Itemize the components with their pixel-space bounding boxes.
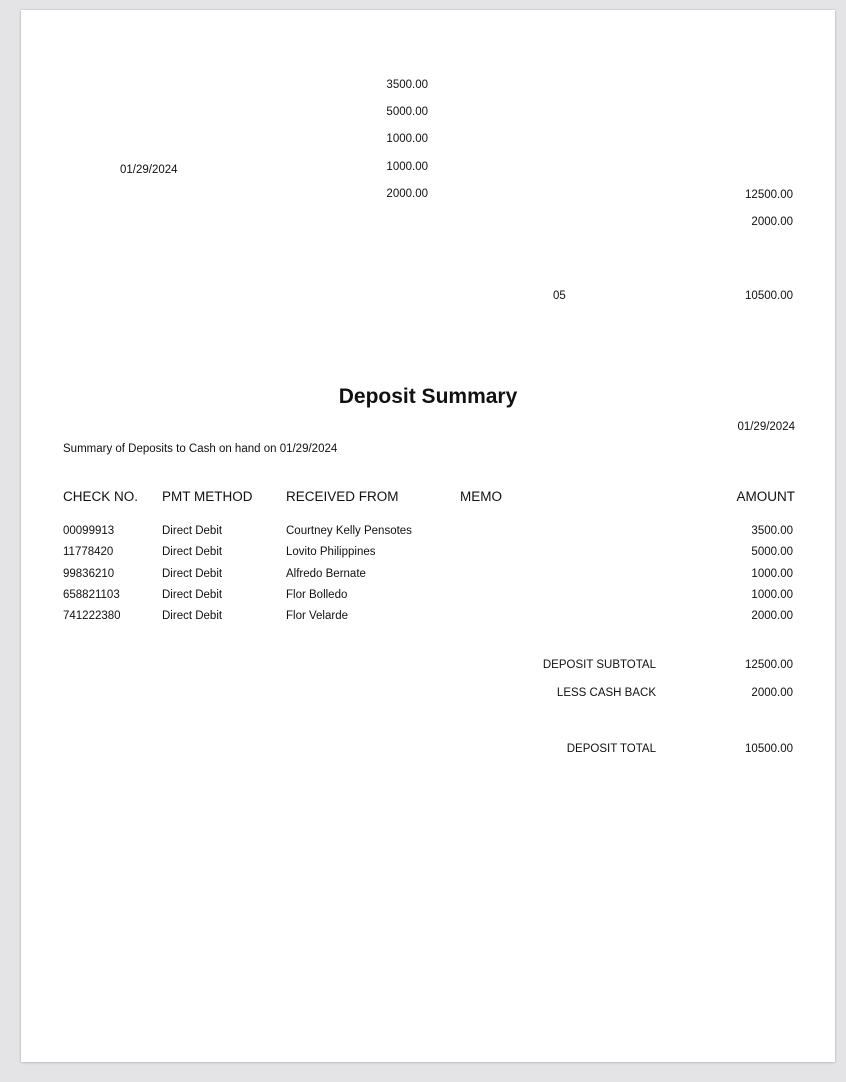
summary-date: 01/29/2024 <box>737 421 795 433</box>
column-header-pmt-method: PMT METHOD <box>162 489 253 504</box>
voucher-amount: 1000.00 <box>386 133 428 145</box>
deposit-subtotal-value: 12500.00 <box>745 659 793 671</box>
received-from-cell: Flor Velarde <box>286 610 349 622</box>
deposit-total-label: DEPOSIT TOTAL <box>566 743 656 755</box>
amount-cell: 1000.00 <box>751 589 793 601</box>
column-header-received-from: RECEIVED FROM <box>286 489 399 504</box>
document-page <box>21 10 835 1062</box>
summary-subtitle: Summary of Deposits to Cash on hand on 01/29/2024 <box>63 443 338 455</box>
received-from-cell: Alfredo Bernate <box>286 568 366 580</box>
check-no-cell: 11778420 <box>63 546 114 558</box>
voucher-amount: 5000.00 <box>386 106 428 118</box>
column-header-memo: MEMO <box>460 489 502 504</box>
received-from-cell: Flor Bolledo <box>286 589 348 601</box>
column-header-amount: AMOUNT <box>736 489 795 504</box>
voucher-date: 01/29/2024 <box>120 164 178 176</box>
voucher-amount: 3500.00 <box>386 79 428 91</box>
column-header-check-no: CHECK NO. <box>63 489 139 504</box>
amount-cell: 3500.00 <box>751 525 793 537</box>
amount-cell: 5000.00 <box>751 546 793 558</box>
voucher-subtotal: 12500.00 <box>745 189 793 201</box>
voucher-amount: 2000.00 <box>386 188 428 200</box>
voucher-amount: 1000.00 <box>386 161 428 173</box>
voucher-total: 10500.00 <box>745 290 793 302</box>
received-from-cell: Lovito Philippines <box>286 546 376 558</box>
less-cash-back-label: LESS CASH BACK <box>556 687 656 699</box>
check-no-cell: 00099913 <box>63 525 115 537</box>
summary-title: Deposit Summary <box>338 385 518 408</box>
voucher-account-code: 05 <box>553 290 566 302</box>
pmt-method-cell: Direct Debit <box>162 546 223 558</box>
voucher-cash-back: 2000.00 <box>751 216 793 228</box>
less-cash-back-value: 2000.00 <box>751 687 793 699</box>
amount-cell: 2000.00 <box>751 610 793 622</box>
check-no-cell: 741222380 <box>63 610 121 622</box>
received-from-cell: Courtney Kelly Pensotes <box>286 525 412 537</box>
pmt-method-cell: Direct Debit <box>162 525 223 537</box>
pmt-method-cell: Direct Debit <box>162 589 223 601</box>
amount-cell: 1000.00 <box>751 568 793 580</box>
deposit-subtotal-label: DEPOSIT SUBTOTAL <box>542 659 656 671</box>
check-no-cell: 658821103 <box>63 589 120 601</box>
check-no-cell: 99836210 <box>63 568 115 580</box>
deposit-total-value: 10500.00 <box>745 743 793 755</box>
pmt-method-cell: Direct Debit <box>162 610 223 622</box>
pmt-method-cell: Direct Debit <box>162 568 223 580</box>
